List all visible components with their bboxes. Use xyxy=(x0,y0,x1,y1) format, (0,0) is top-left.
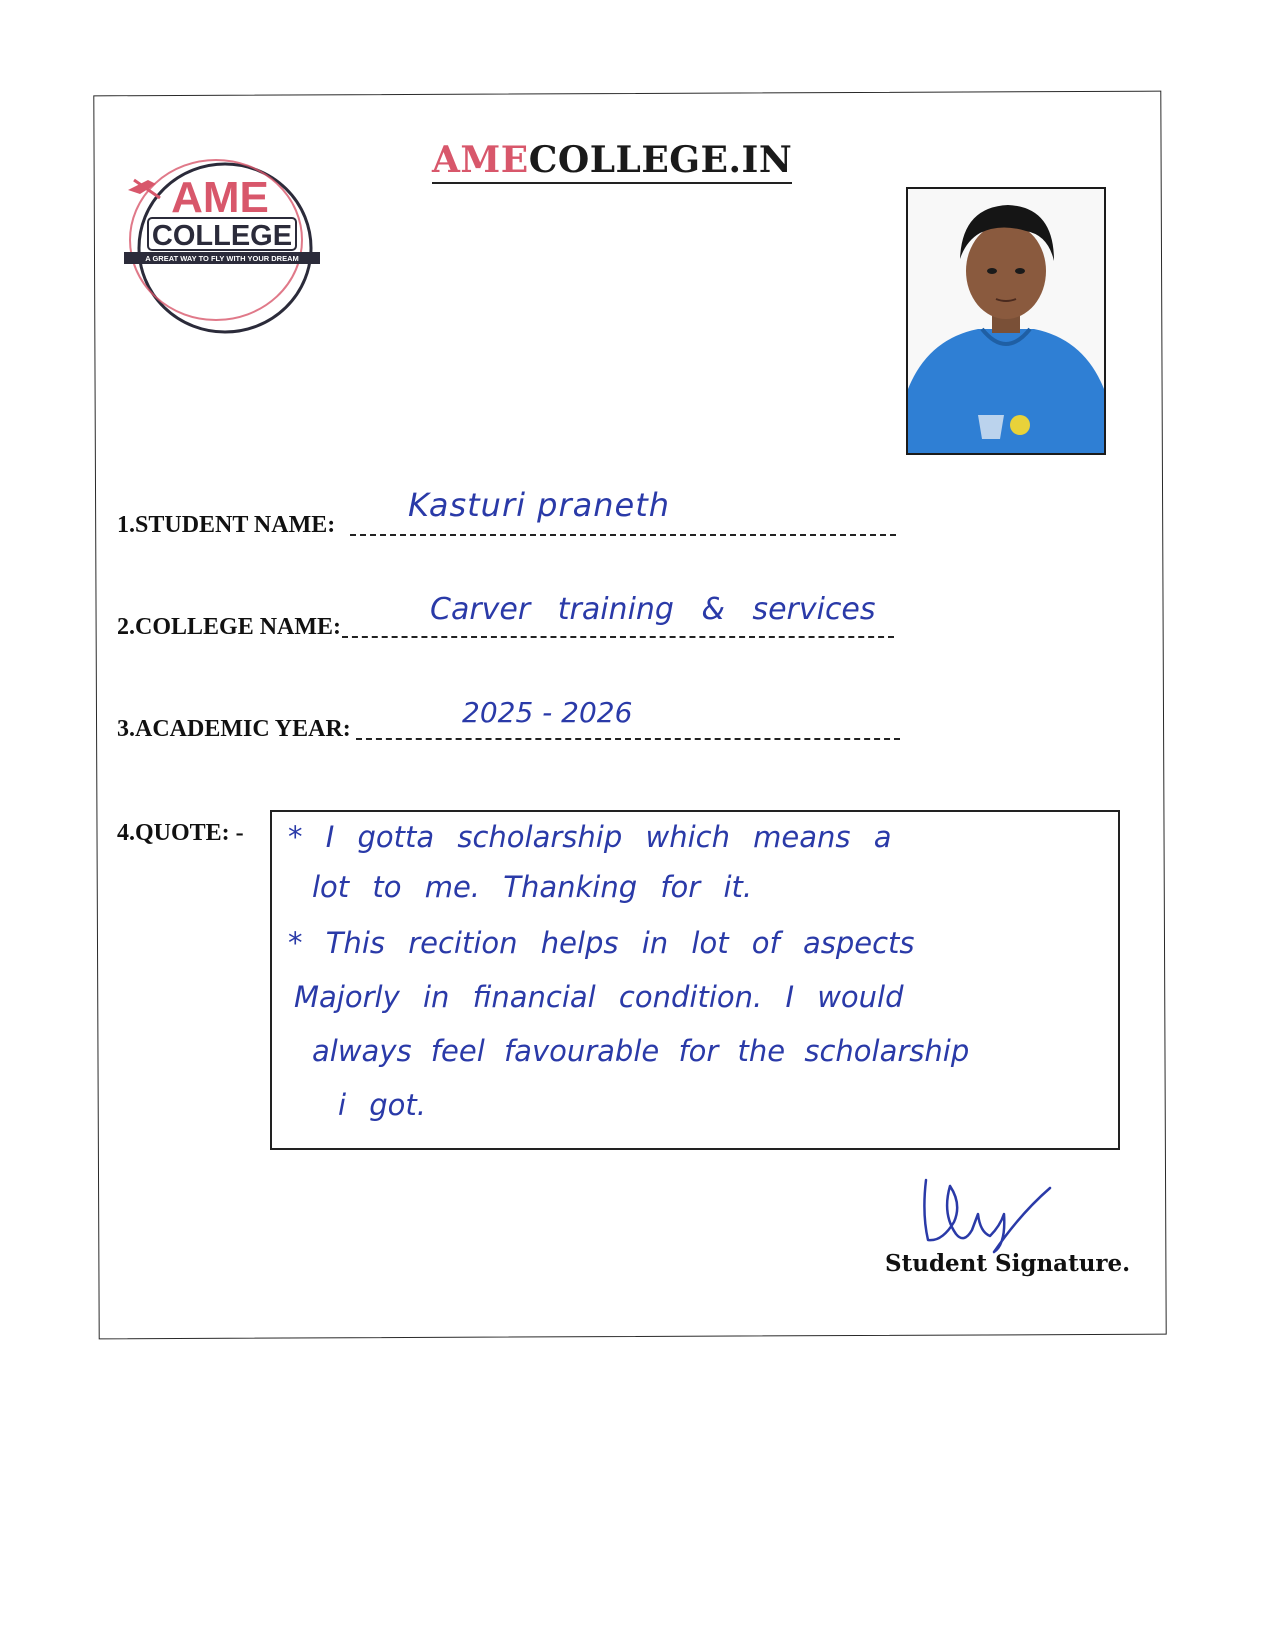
quote-line-4: Majorly in financial condition. I would xyxy=(294,980,904,1014)
student-name-label: 1.STUDENT NAME: xyxy=(117,512,336,538)
college-name-value: Carver training & services xyxy=(430,592,876,627)
student-name-value: Kasturi praneth xyxy=(408,486,671,524)
quote-line-6: i got. xyxy=(338,1088,427,1122)
logo-tagline: A GREAT WAY TO FLY WITH YOUR DREAM xyxy=(145,254,299,263)
college-name-label: 2.COLLEGE NAME: xyxy=(117,614,342,640)
quote-label: 4.QUOTE: - xyxy=(117,820,244,846)
quote-line-3: * This recition helps in lot of aspects xyxy=(288,926,915,960)
academic-year-dash-line xyxy=(356,738,900,740)
logo-line1: AME xyxy=(171,173,269,222)
ame-college-logo xyxy=(120,150,320,340)
college-name-dash-line xyxy=(342,636,894,638)
site-header-accent: AME xyxy=(432,139,529,181)
student-signature xyxy=(920,1174,1060,1254)
quote-line-5: always feel favourable for the scholarship xyxy=(312,1034,970,1068)
site-header xyxy=(432,138,792,184)
site-header-rest: COLLEGE.IN xyxy=(528,139,793,181)
student-photo xyxy=(906,187,1106,455)
academic-year-value: 2025 - 2026 xyxy=(462,696,633,729)
signature-label: Student Signature. xyxy=(885,1250,1131,1277)
student-name-dash-line xyxy=(350,534,896,536)
quote-line-1: * I gotta scholarship which means a xyxy=(288,820,892,854)
student-photo-icon xyxy=(908,189,1104,453)
quote-line-2: lot to me. Thanking for it. xyxy=(312,870,753,904)
logo-line2: COLLEGE xyxy=(151,220,293,252)
academic-year-label: 3.ACADEMIC YEAR: xyxy=(117,716,351,742)
quote-box xyxy=(270,810,1120,1150)
